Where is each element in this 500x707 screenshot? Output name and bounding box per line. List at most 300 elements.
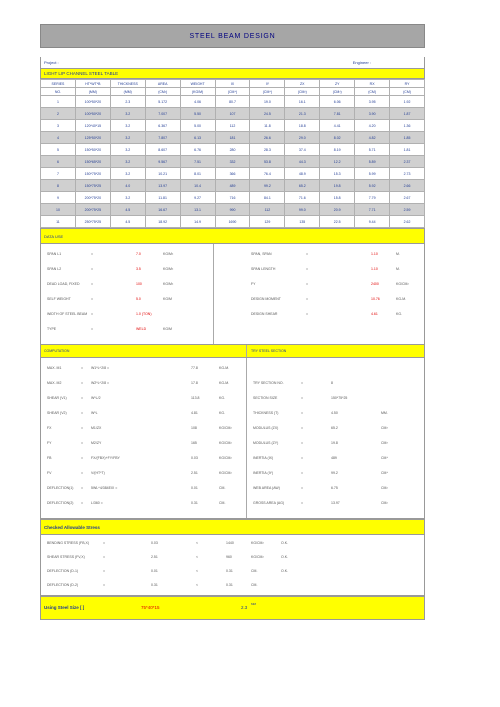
table-row	[41, 144, 425, 156]
comp-formula: L/360 =	[91, 501, 103, 505]
table-cell: 125*50*20	[75, 132, 110, 144]
table-cell: RX	[355, 80, 390, 88]
comp-value: 113.8	[191, 396, 200, 400]
try-sep: =	[301, 441, 304, 445]
comp-expr: =	[81, 381, 84, 385]
comp-unit: KG/CM²	[219, 471, 232, 475]
table-cell: SERIES	[41, 80, 76, 88]
table-cell: 8.607	[145, 144, 180, 156]
comp-value: 2.51	[191, 471, 198, 475]
table-cell: 18.8	[285, 120, 320, 132]
table-cell: 3.2	[110, 132, 145, 144]
try-label: MODULUS (ZX)	[253, 426, 279, 430]
table-cell: 1690	[215, 216, 250, 228]
table-cell: 7.51	[180, 156, 215, 168]
data-sep: =	[91, 282, 94, 286]
try-unit: CM²	[381, 486, 388, 490]
try-sep: =	[301, 471, 304, 475]
try-sep: =	[301, 426, 304, 430]
table-cell: 1.92	[390, 96, 425, 108]
table-cell: AREA	[145, 80, 180, 88]
table-row	[41, 216, 425, 228]
table-cell: 28.3	[250, 144, 285, 156]
table-cell: 3.2	[110, 156, 145, 168]
table-cell: 150*75*25	[75, 180, 110, 192]
check-sep: =	[103, 583, 106, 587]
check-b: 0.31	[226, 583, 233, 587]
table-cell: 366	[215, 168, 250, 180]
data-value: 5.0	[136, 297, 141, 301]
table-cell: 16.1	[285, 96, 320, 108]
check-label: SHEAR STRESS (FV,X)	[47, 555, 85, 559]
table-cell: 5.92	[355, 180, 390, 192]
table-cell: ZX	[285, 80, 320, 88]
table-cell: 990	[215, 204, 250, 216]
table-cell: WEIGHT	[180, 80, 215, 88]
table-cell: 15.8	[320, 192, 355, 204]
table-cell: 250*75*25	[75, 216, 110, 228]
table-cell: 4.06	[180, 96, 215, 108]
table-cell: (CM)	[355, 88, 390, 96]
table-cell: (MM)	[110, 88, 145, 96]
comp-value: 0.03	[191, 456, 198, 460]
comp-title: COMPUTATION	[44, 349, 70, 353]
data-label: WIDTH OF STEEL BEAM	[47, 312, 88, 316]
data-label: DESIGN SHEAR	[251, 312, 278, 316]
check-op: <	[196, 569, 199, 573]
table-cell: 4.82	[355, 132, 390, 144]
comp-panel	[40, 358, 425, 519]
data-unit: KG/M	[163, 297, 172, 301]
table-cell: 11	[41, 216, 76, 228]
table-cell: 48.9	[285, 168, 320, 180]
table-cell: 2.3	[110, 96, 145, 108]
try-label: INERTIA (IY)	[253, 471, 274, 475]
comp-unit: CM.	[219, 501, 226, 505]
data-value: 1.10	[371, 267, 378, 271]
table-row	[41, 108, 425, 120]
data-panel	[40, 244, 425, 345]
try-sep: =	[301, 396, 304, 400]
check-a: 0.31	[151, 583, 158, 587]
data-sep: =	[91, 267, 94, 271]
check-title-text: Checked Allowable Stress	[44, 524, 100, 530]
data-unit: KG/M²	[163, 282, 174, 286]
table-cell: 37.4	[285, 144, 320, 156]
data-value: 2400	[371, 282, 379, 286]
table-cell: 1	[41, 96, 76, 108]
data-unit: M.	[396, 267, 400, 271]
data-unit: KG/CM²	[396, 282, 409, 286]
comp-label: FX	[47, 426, 52, 430]
project-row	[40, 57, 425, 68]
data-label: DEAD LOAD, FIXED	[47, 282, 80, 286]
table-cell: 489	[215, 180, 250, 192]
table-cell: 18.92	[145, 216, 180, 228]
table-cell: 4.41	[320, 120, 355, 132]
comp-value: 17.8	[191, 381, 198, 385]
comp-label: DEFLECTION(2)	[47, 501, 74, 505]
table-cell: 3.2	[110, 168, 145, 180]
table-cell: 15.3	[320, 168, 355, 180]
table-cell: 100*50*20	[75, 108, 110, 120]
data-value: 4.61	[371, 312, 378, 316]
table-cell: IY	[250, 80, 285, 88]
comp-label: MAX. M1	[47, 366, 62, 370]
comp-value: 0.31	[191, 501, 198, 505]
comp-expr: =	[81, 471, 84, 475]
check-panel	[40, 535, 425, 596]
table-cell: 4	[41, 132, 76, 144]
data-value: 100	[136, 282, 142, 286]
table-cell: 1.87	[390, 108, 425, 120]
data-unit: KG-M.	[396, 297, 407, 301]
check-op: <	[196, 555, 199, 559]
data-label: SPAN L2	[47, 267, 62, 271]
table-cell: ZY	[320, 80, 355, 88]
data-sep: =	[306, 282, 309, 286]
table-cell: 4.5	[110, 204, 145, 216]
check-status: O.K.	[281, 541, 289, 545]
data-label: SPAN, SPAN	[251, 252, 272, 256]
check-status: O.K.	[281, 569, 289, 573]
table-cell: 65.2	[285, 180, 320, 192]
check-a: 0.01	[151, 569, 158, 573]
table-cell: 21.3	[285, 108, 320, 120]
using-size: 75*40*15	[141, 605, 160, 610]
table-cell: 7.71	[355, 204, 390, 216]
table-cell: 100*50*20	[75, 96, 110, 108]
table-header-row	[41, 80, 425, 88]
check-b: 1440	[226, 541, 234, 545]
data-unit: KG.	[396, 312, 403, 316]
table-cell: (CM³)	[285, 88, 320, 96]
table-cell: 135	[285, 216, 320, 228]
try-value: 4.50	[331, 411, 338, 415]
table-cell: 22.5	[320, 216, 355, 228]
table-row	[41, 96, 425, 108]
check-a: 0.03	[151, 541, 158, 545]
table-cell: 8.01	[180, 168, 215, 180]
table-cell: 181	[215, 132, 250, 144]
comp-label: MAX. M2	[47, 381, 62, 385]
table-cell: 7.807	[145, 132, 180, 144]
table-cell: 150*75*20	[75, 168, 110, 180]
table-cell: 2.59	[390, 204, 425, 216]
engineer-label: Engineer :	[352, 60, 371, 65]
table-cell: 9	[41, 192, 76, 204]
comp-unit: KG/CM²	[219, 456, 232, 460]
table-cell: RY	[390, 80, 425, 88]
data-sep: =	[91, 252, 94, 256]
table-cell: 1.85	[390, 132, 425, 144]
page-title: STEEL BEAM DESIGN	[40, 24, 425, 48]
table-cell: 16.67	[145, 204, 180, 216]
using-thk: 2.3	[241, 605, 248, 610]
table-cell: 7	[41, 168, 76, 180]
data-label: TYPE	[47, 327, 57, 331]
table-cell: 150*50*20	[75, 144, 110, 156]
table-cell: (MM)	[75, 88, 110, 96]
table-cell: 53.8	[250, 156, 285, 168]
table-cell: 6.06	[320, 96, 355, 108]
table-cell: 112	[250, 204, 285, 216]
table-cell: 7.81	[320, 108, 355, 120]
table-cell: (CM)	[390, 88, 425, 96]
data-sep: =	[306, 297, 309, 301]
table-cell: 6.13	[180, 132, 215, 144]
comp-label: FY	[47, 441, 52, 445]
data-sep: =	[91, 312, 94, 316]
comp-label: DEFLECTION(1)	[47, 486, 74, 490]
check-sep: =	[103, 541, 106, 545]
comp-value: 165	[191, 441, 197, 445]
table-cell: 5.99	[355, 168, 390, 180]
comp-unit: KG/CM²	[219, 441, 232, 445]
data-label: DESIGN MOMENT	[251, 297, 281, 301]
comp-expr: =	[81, 366, 84, 370]
table-cell: (CM³)	[320, 88, 355, 96]
check-status: O.K.	[281, 555, 289, 559]
comp-header	[40, 345, 425, 358]
table-cell: 280	[215, 144, 250, 156]
table-cell: 12.2	[320, 156, 355, 168]
comp-unit: KG-M.	[219, 381, 230, 385]
data-sep: =	[91, 297, 94, 301]
check-label: BENDING STRESS (FB,X)	[47, 541, 90, 545]
check-title	[40, 519, 425, 535]
table-cell: 7.007	[145, 108, 180, 120]
check-unit: KG/CM²	[251, 555, 264, 559]
comp-expr: =	[81, 396, 84, 400]
table-cell: 11.8	[250, 120, 285, 132]
table-cell: 9.27	[180, 192, 215, 204]
data-value: 3.5	[136, 267, 141, 271]
try-unit: CM⁴	[381, 456, 388, 460]
try-label: MODULUS (ZY)	[253, 441, 279, 445]
spreadsheet	[40, 24, 425, 620]
table-row	[41, 168, 425, 180]
table-cell: 76.4	[250, 168, 285, 180]
table-cell: 4.20	[355, 120, 390, 132]
comp-formula: W2*L^2/8 =	[91, 381, 110, 385]
data-label: SPAN LENGTH	[251, 267, 276, 271]
comp-label: FB	[47, 456, 52, 460]
try-sep: =	[301, 456, 304, 460]
table-cell: 1.81	[390, 144, 425, 156]
table-cell: 80.7	[215, 96, 250, 108]
comp-expr: =	[81, 501, 84, 505]
table-cell: 2.73	[390, 168, 425, 180]
try-unit: MM.	[381, 411, 388, 415]
data-title: DATA USE	[40, 228, 425, 244]
table-cell: 14.9	[180, 216, 215, 228]
table-cell: 4.0	[110, 180, 145, 192]
table-cell: 5.71	[355, 144, 390, 156]
table-cell: 71.6	[285, 192, 320, 204]
try-label: THICKNESS (T)	[253, 411, 279, 415]
comp-value: 108	[191, 426, 197, 430]
table-cell: THICKNESS	[110, 80, 145, 88]
table-cell: 13.1	[180, 204, 215, 216]
table-cell: 3.90	[355, 108, 390, 120]
data-value: 1.10	[371, 252, 378, 256]
table-cell: 200*75*25	[75, 204, 110, 216]
table-cell: 2.62	[390, 216, 425, 228]
check-label: DEFLECTION (D-2)	[47, 583, 79, 587]
table-cell: 1.36	[390, 120, 425, 132]
table-cell: (KG/M)	[180, 88, 215, 96]
table-cell: 29.0	[285, 132, 320, 144]
table-cell: 2.66	[390, 180, 425, 192]
try-label: GROSS AREA (AG)	[253, 501, 285, 505]
comp-unit: KG/CM²	[219, 426, 232, 430]
table-cell: 19.8	[320, 180, 355, 192]
data-value: WELD	[136, 327, 147, 331]
check-label: DEFLECTION (D-1)	[47, 569, 79, 573]
try-unit: CM²	[381, 501, 388, 505]
comp-formula: V/(HT*T)	[91, 471, 105, 475]
try-value: 65.2	[331, 426, 338, 430]
comp-value: 77.8	[191, 366, 198, 370]
try-label: INERTIA (IX)	[253, 456, 274, 460]
comp-expr: =	[81, 411, 84, 415]
try-value: 150*75*25	[331, 396, 348, 400]
try-unit: CM³	[381, 441, 388, 445]
table-row	[41, 156, 425, 168]
comp-expr: =	[81, 426, 84, 430]
table-cell: (CM⁴)	[250, 88, 285, 96]
table-cell: 112	[215, 120, 250, 132]
table-cell: 10	[41, 204, 76, 216]
table-cell: 10.21	[145, 168, 180, 180]
comp-formula: W1*L^2/8 =	[91, 366, 110, 370]
comp-formula: M1/ZX	[91, 426, 102, 430]
table-cell: 120*40*15	[75, 120, 110, 132]
table-cell: 5.89	[355, 156, 390, 168]
try-unit: CM⁴	[381, 471, 388, 475]
table-cell: 3.95	[355, 96, 390, 108]
comp-value: 4.81	[191, 411, 198, 415]
comp-formula: FX/(FBX)+FY/FBY	[91, 456, 120, 460]
check-op: <	[196, 583, 199, 587]
table-cell: IX	[215, 80, 250, 88]
table-cell: 99.0	[285, 204, 320, 216]
data-sep: =	[306, 252, 309, 256]
table-cell: 9.44	[355, 216, 390, 228]
table-row	[41, 132, 425, 144]
table-cell: (CM⁴)	[215, 88, 250, 96]
comp-formula: W*L/2	[91, 396, 101, 400]
table-cell: 99.2	[250, 180, 285, 192]
table-cell: 8.19	[320, 144, 355, 156]
table-cell: 20.9	[320, 204, 355, 216]
check-sep: =	[103, 569, 106, 573]
try-sep: =	[301, 501, 304, 505]
data-label: SPAN L1	[47, 252, 62, 256]
table-cell: 5.50	[180, 108, 215, 120]
table-cell: 11.81	[145, 192, 180, 204]
check-b: 0.31	[226, 569, 233, 573]
table-cell: 24.5	[250, 108, 285, 120]
comp-label: SHEAR (V1)	[47, 396, 67, 400]
table-row	[41, 192, 425, 204]
using-row	[40, 596, 425, 620]
comp-expr: =	[81, 441, 84, 445]
comp-expr: =	[81, 456, 84, 460]
using-unit: MM	[251, 602, 256, 606]
steel-table	[40, 79, 425, 228]
check-unit: CM.	[251, 583, 258, 587]
try-sep: =	[301, 381, 304, 385]
table-cell: 6.367	[145, 120, 180, 132]
data-sep: =	[306, 312, 309, 316]
table-cell: 2.37	[390, 156, 425, 168]
table-cell: 3.2	[110, 192, 145, 204]
table-cell: 200*75*20	[75, 192, 110, 204]
data-unit: KG/M	[163, 327, 172, 331]
data-label: FY	[251, 282, 256, 286]
table-cell: HT*WT*B	[75, 80, 110, 88]
data-unit: KG/M²	[163, 252, 174, 256]
table-cell: 129	[250, 216, 285, 228]
table-cell: 3	[41, 120, 76, 132]
check-unit: CM.	[251, 569, 258, 573]
table-cell: 332	[215, 156, 250, 168]
data-unit: M.	[396, 252, 400, 256]
table-cell: 3.2	[110, 108, 145, 120]
data-unit: KG/M²	[163, 267, 174, 271]
table-cell: 44.3	[285, 156, 320, 168]
table-row	[41, 180, 425, 192]
comp-expr: =	[81, 486, 84, 490]
try-value: 489	[331, 456, 337, 460]
comp-value: 0.01	[191, 486, 198, 490]
table-cell: 107	[215, 108, 250, 120]
comp-formula: 5WL^4/384EIX =	[91, 486, 118, 490]
table-cell: 3.2	[110, 120, 145, 132]
table-cell: 9.567	[145, 156, 180, 168]
table-cell: 6	[41, 156, 76, 168]
data-value: 7.0	[136, 252, 141, 256]
table-cell: 7.79	[355, 192, 390, 204]
try-value: 19.8	[331, 441, 338, 445]
table-cell: 3.2	[110, 144, 145, 156]
table-cell: 5.172	[145, 96, 180, 108]
table-cell: 6.76	[180, 144, 215, 156]
comp-label: SHEAR (V2)	[47, 411, 67, 415]
table-cell: 26.6	[250, 132, 285, 144]
comp-formula: W*L	[91, 411, 98, 415]
try-title: TRY STEEL SECTION	[251, 349, 287, 353]
table-cell: 150*65*20	[75, 156, 110, 168]
check-sep: =	[103, 555, 106, 559]
try-value: 8	[331, 381, 333, 385]
try-label: SECTION SIZE	[253, 396, 278, 400]
table-cell: (CM²)	[145, 88, 180, 96]
data-sep: =	[306, 267, 309, 271]
comp-unit: KG.	[219, 411, 226, 415]
comp-formula: M2/ZY	[91, 441, 102, 445]
table-cell: 8.02	[320, 132, 355, 144]
comp-label: FV	[47, 471, 52, 475]
table-cell: 13.97	[145, 180, 180, 192]
data-label: SELF WEIGHT	[47, 297, 71, 301]
table-cell: NO.	[41, 88, 76, 96]
table-cell: 716	[215, 192, 250, 204]
table-cell: 2	[41, 108, 76, 120]
try-value: 13.97	[331, 501, 340, 505]
